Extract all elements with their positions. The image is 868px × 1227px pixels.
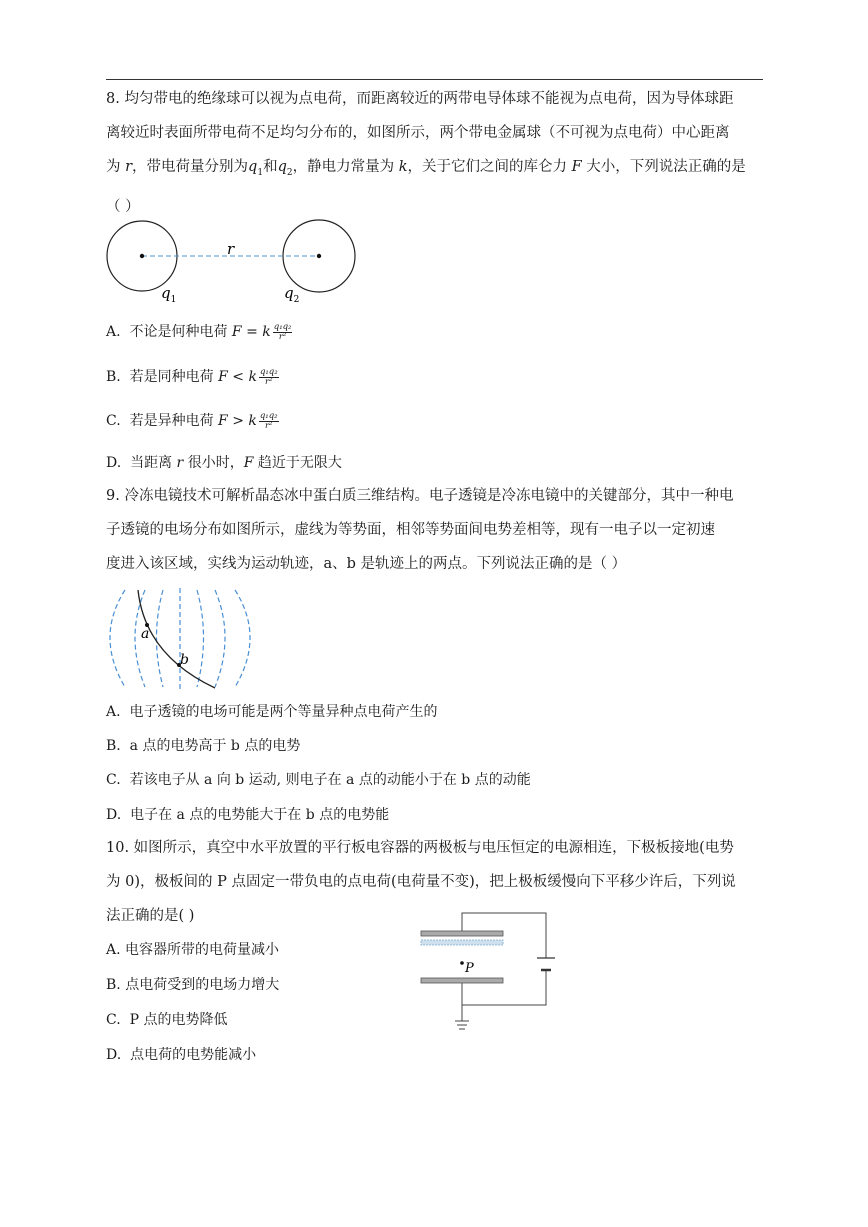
equipotential-7: [235, 590, 250, 687]
upper-plate-shifted: [421, 940, 503, 945]
equipotential-6: [215, 590, 225, 687]
q1-label: $q_1$: [161, 284, 177, 305]
q10-line-1: 10. 如图所示，真空中水平放置的平行板电容器的两极板与电压恒定的电源相连，下极板接地(电势: [106, 840, 734, 856]
lower-plate: [421, 978, 503, 983]
q10-option-a[interactable]: A. 电容器所带的电荷量减小: [106, 942, 280, 958]
q10-line-3: 法正确的是( ): [106, 908, 195, 924]
q8-option-c[interactable]: C. 若是异种电荷 F > k $\frac{\text{q₁q₂}}{\text{r²}}$: [106, 410, 278, 431]
q8-option-b[interactable]: B. 若是同种电荷 F < k $\frac{\text{q₁q₂}}{\text{r²}}$: [106, 366, 278, 387]
equipotential-5: [197, 590, 204, 687]
r-label: r: [227, 240, 235, 258]
q9-line-2: 子透镜的电场分布如图所示，虚线为等势面，相邻等势面间电势差相等，现有一电子以一定初速: [106, 522, 715, 538]
q8-option-a[interactable]: A. 不论是何种电荷 F = k $\frac{\text{q₁q₂}}{\text{r²}}$: [106, 321, 292, 342]
ground-symbol: [455, 1021, 469, 1029]
q9-line-3: 度进入该区域，实线为运动轨迹，a、b 是轨迹上的两点。下列说法正确的是（ ）: [106, 556, 627, 572]
q9-option-c[interactable]: C. 若该电子从 a 向 b 运动, 则电子在 a 点的动能小于在 b 点的动能: [106, 772, 531, 788]
b-label: b: [180, 652, 189, 668]
p-label: P: [465, 961, 474, 976]
q9-line-1: 9. 冷冻电镜技术可解析晶态冰中蛋白质三维结构。电子透镜是冷冻电镜中的关键部分，其中一种电: [106, 488, 734, 504]
q8-answer-paren: （ ）: [106, 198, 140, 215]
q8-two-spheres-figure: [100, 218, 365, 308]
q10-option-d[interactable]: D. 点电荷的电势能减小: [106, 1047, 257, 1063]
q8-line-1: 8. 均匀带电的绝缘球可以视为点电荷，而距离较近的两带电导体球不能视为点电荷，因为导体球距: [106, 91, 734, 107]
upper-plate: [421, 931, 503, 936]
q8-line-2: 离较近时表面所带电荷不足均匀分布的，如图所示，两个带电金属球（不可视为点电荷）中心距离: [106, 125, 730, 141]
q9-option-a[interactable]: A. 电子透镜的电场可能是两个等量异种点电荷产生的: [106, 704, 438, 720]
a-label: a: [141, 626, 150, 642]
equipotential-1: [110, 590, 125, 687]
center-dot-1: [140, 254, 144, 258]
question-9-stem: [106, 479, 766, 581]
top-rule: [106, 79, 763, 80]
q2-label: $q_2$: [284, 284, 300, 305]
point-p: [460, 961, 464, 965]
q10-option-b[interactable]: B. 点电荷受到的电场力增大: [106, 977, 280, 993]
q8-line-3: 为 r，带电荷量分别为$q_1$和$q_2$，静电力常量为 k，关于它们之间的库仑力 F 大小，下列说法正确的是: [106, 159, 746, 178]
center-dot-2: [317, 254, 321, 258]
q10-line-2: 为 0)，极板间的 P 点固定一带负电的点电荷(电荷量不变)，把上极板缓慢向下平移少许后，下列说: [106, 874, 736, 890]
wire-bottom: [462, 970, 546, 1005]
q10-capacitor-circuit-figure: [415, 908, 555, 1038]
question-8-stem: [106, 82, 766, 224]
q9-electron-lens-figure: [100, 585, 270, 695]
q9-option-d[interactable]: D. 电子在 a 点的电势能大于在 b 点的电势能: [106, 807, 390, 823]
equipotential-3: [157, 590, 164, 687]
q9-option-b[interactable]: B. a 点的电势高于 b 点的电势: [106, 738, 301, 754]
q8-option-d[interactable]: D. 当距离 r 很小时，F 趋近于无限大: [106, 455, 342, 471]
q10-option-c[interactable]: C. P 点的电势降低: [106, 1012, 228, 1028]
